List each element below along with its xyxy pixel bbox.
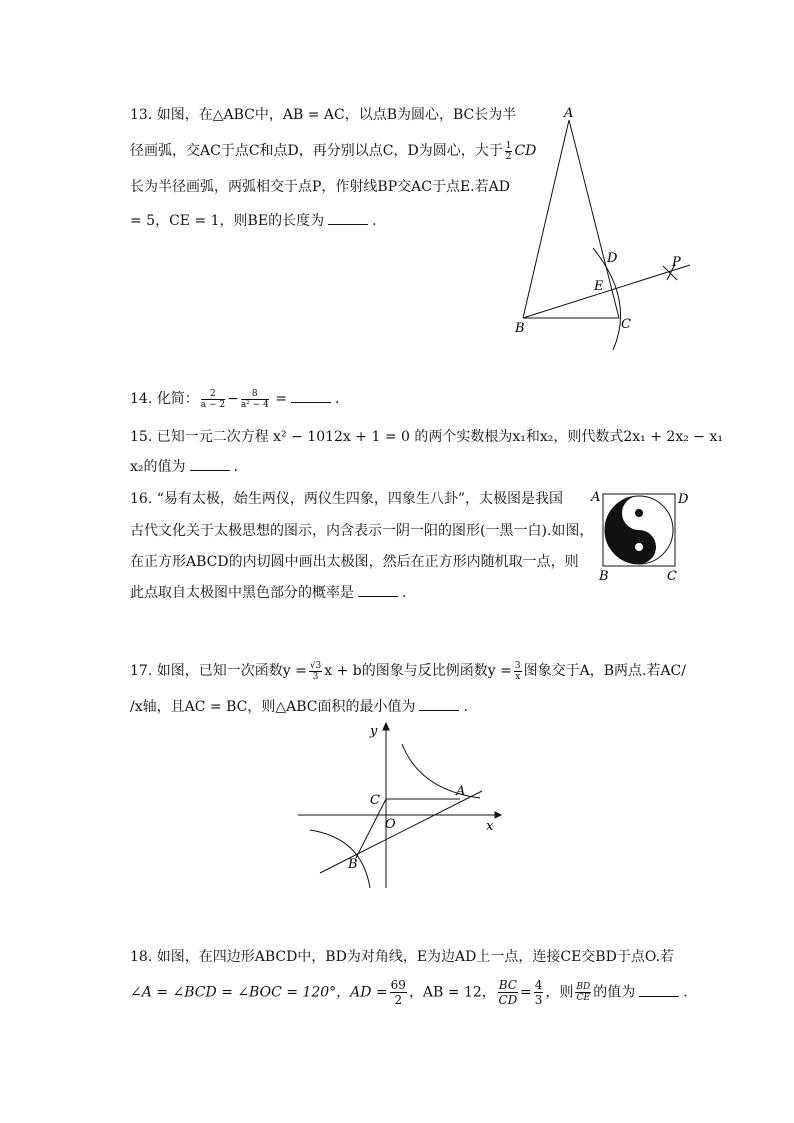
- q16-line-4: [130, 582, 406, 602]
- q13-label-d: D: [607, 251, 618, 266]
- q18-ad-fraction: [390, 978, 407, 1007]
- q17-k-den: x: [515, 671, 521, 682]
- q18-value-fraction: [534, 978, 544, 1007]
- q17-x-arrow: [495, 812, 501, 818]
- q17-k-fraction: [514, 661, 522, 682]
- q13-line-4: [130, 210, 377, 230]
- q13-label-e: E: [594, 279, 604, 294]
- q16-line-1: 16. “易有太极，始生两仪，两仪生四象，四象生八卦”，太极图是我国: [130, 491, 564, 507]
- q18-tail: 的值为: [593, 984, 636, 1001]
- q14-minus: −: [227, 391, 239, 407]
- q17-line-ab: [320, 791, 482, 873]
- q14-equals: =: [275, 391, 287, 407]
- q18-ratio-num: BC: [498, 978, 518, 992]
- q17-label-x: x: [486, 819, 494, 834]
- q16-line-4-end: .: [402, 585, 407, 601]
- q14-fraction-1: [201, 389, 225, 410]
- q18-ratio-eq: =: [520, 984, 532, 1001]
- q17-line-2: [130, 696, 468, 716]
- q16-label-a: A: [591, 490, 601, 505]
- q18-ab: ，AB = 12，: [408, 984, 496, 1001]
- q16-black-dot: [635, 509, 643, 517]
- q13-label-p: P: [672, 255, 681, 270]
- q17-label-b: B: [348, 857, 358, 872]
- q18-ask-num: BD: [576, 982, 591, 992]
- q16-label-d: D: [678, 492, 689, 507]
- q13-half-num: 1: [505, 140, 512, 151]
- q13-line-4-text: = 5，CE = 1，则BE的长度为: [130, 213, 325, 229]
- q15-line-2-text: x₂的值为: [130, 459, 186, 475]
- q17-line-2-end: .: [463, 699, 468, 715]
- q18-ask-fraction: [575, 982, 591, 1003]
- q18-ad-den: 2: [394, 993, 403, 1007]
- q13-line-1: 13. 如图，在△ABC中，AB = AC，以点B为圆心，BC长为半: [130, 107, 517, 123]
- q17-y-arrow: [383, 723, 389, 730]
- q17-label-y: y: [370, 724, 378, 739]
- q18-ratio-fraction: [498, 978, 518, 1007]
- q15-line-2-end: .: [233, 459, 238, 475]
- q17-graph-figure: [290, 718, 510, 890]
- q13-line-3: 长为半径画弧，两弧相交于点P，作射线BP交AC于点E.若AD: [130, 179, 510, 195]
- q16-line-3: 在正方形ABCD的内切圆中画出太极图，然后在正方形内随机取一点，则: [130, 554, 579, 570]
- q17-slope-num: √3: [309, 660, 322, 671]
- q17-label-a: A: [456, 784, 466, 799]
- q18-ad-label: AD =: [350, 984, 388, 1001]
- q14-f2-num: 8: [241, 389, 269, 400]
- q13-label-a: A: [564, 106, 574, 121]
- q16-answer-blank: [358, 586, 398, 597]
- q13-line-2-text: 径画弧，交AC于点C和点D，再分别以点C，D为圆心，大于: [130, 143, 503, 159]
- q13-cd: CD: [514, 143, 537, 159]
- q16-label-c: C: [667, 569, 677, 584]
- q14-prefix: 14. 化简：: [130, 391, 199, 407]
- q14-f2-den: a² − 4: [240, 399, 269, 410]
- q18-end: .: [683, 984, 688, 1001]
- q13-line-4-end: .: [372, 213, 377, 229]
- q17-hyperbola-branch-1: [402, 744, 480, 798]
- q17-text-1: 17. 如图，已知一次函数y =: [130, 663, 307, 679]
- q17-label-o: O: [385, 817, 396, 832]
- q14-line: [130, 388, 339, 410]
- q18-ratio-den: CD: [498, 993, 518, 1007]
- q13-answer-blank: [328, 214, 368, 225]
- q17-hyperbola-branch-2: [310, 830, 370, 888]
- q17-text-3: 图象交于A，B两点.若AC/: [523, 663, 686, 679]
- q13-half-den: 2: [505, 151, 512, 162]
- q13-label-b: B: [515, 321, 525, 336]
- q16-taiji-figure: [588, 488, 698, 584]
- q17-slope-fraction: [309, 661, 322, 682]
- q13-label-c: C: [621, 317, 631, 332]
- q14-answer-blank: [291, 392, 331, 403]
- q17-label-c: C: [370, 793, 380, 808]
- q17-slope-den: 3: [312, 671, 319, 682]
- q18-value-den: 3: [534, 993, 543, 1007]
- q17-line-1: [130, 660, 686, 682]
- q18-ask-den: CE: [576, 993, 591, 1003]
- q15-answer-blank: [190, 460, 230, 471]
- q15-line-1: 15. 已知一元二次方程 x² − 1012x + 1 = 0 的两个实数根为x₁和x₂，则代数式2x₁ + 2x₂ − x₁: [130, 429, 723, 445]
- q14-end: .: [334, 391, 340, 407]
- q18-line-1: 18. 如图，在四边形ABCD中，BD为对角线，E为边AD上一点，连接CE交BD于点O.若: [130, 949, 674, 965]
- q17-line-2-text: /x轴，且AC = BC，则△ABC面积的最小值为: [130, 699, 416, 715]
- q13-line-2: [130, 140, 536, 162]
- q14-f1-den: a − 2: [200, 399, 226, 410]
- q14-f1-num: 2: [201, 389, 225, 400]
- q18-line-2: [130, 978, 688, 1007]
- q18-answer-blank: [639, 986, 679, 997]
- q17-text-2: x + b的图象与反比例函数y =: [324, 663, 512, 679]
- q16-white-dot: [635, 543, 643, 551]
- q13-side-ab: [523, 120, 569, 318]
- q14-fraction-2: [241, 389, 269, 410]
- q18-then: ，则: [545, 984, 574, 1001]
- q18-value-num: 4: [534, 978, 543, 992]
- q17-k-num: 3: [514, 660, 521, 671]
- q18-ad-num: 69: [390, 978, 406, 992]
- q13-figure: [505, 100, 705, 360]
- q13-ray-bp: [523, 265, 690, 318]
- q15-line-2: [130, 456, 238, 476]
- q16-label-b: B: [599, 569, 609, 584]
- q16-line-2: 古代文化关于太极思想的图示，内含表示一阴一阳的图形(一黑一白).如图，: [130, 523, 594, 539]
- q17-answer-blank: [419, 700, 459, 711]
- q16-line-4-text: 此点取自太极图中黑色部分的概率是: [130, 585, 354, 601]
- q18-angles: ∠A = ∠BCD = ∠BOC = 120°，: [130, 984, 351, 1001]
